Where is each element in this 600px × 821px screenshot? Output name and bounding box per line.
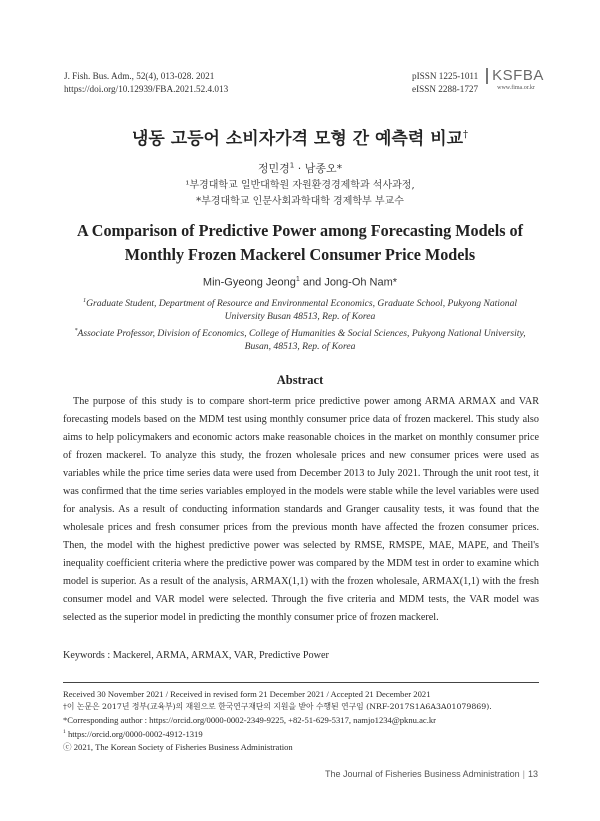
author-conjunction: and [299, 276, 325, 289]
affiliation-en-1-text: Graduate Student, Department of Resource and Environmental Economics, Graduate School, Pukyong National University Busan 48513, Rep. of Korea [86, 298, 518, 323]
ksfba-logo [486, 68, 546, 91]
footnotes [63, 688, 543, 754]
korean-title-text: 냉동 고등어 소비자가격 모형 간 예측력 비교 [131, 129, 464, 149]
page-footer [325, 769, 538, 779]
affiliation-en-2-mark: * [74, 326, 78, 334]
affiliation-en-1-mark: 1 [82, 297, 87, 304]
issn-block [412, 70, 478, 96]
affiliation-ko-1: ¹부경대학교 일반대학원 자원환경경제학과 석사과정, [185, 180, 415, 191]
affiliation-ko-2: *부경대학교 인문사회과학대학 경제학부 부교수 [196, 196, 404, 207]
eissn: eISSN 2288-1727 [412, 84, 479, 94]
abstract-body: The purpose of this study is to compare short-term price predictive power among ARMA ARMAX and VAR forecasting models based on the MDM test using monthly consumer price data of frozen mackerel. This study also aims to help policymakers and economic actors make reasonable choices in the market on monthly consumer price of frozen mackerel. To analyze this study, the frozen wholesale prices and new consumer prices were used as variables while the price time series data were used from December 2013 to July 2021. Through the unit root test, it was confirmed that the time series variables employed in the models were stable while the level variables were used for analysis. As a result of conducting information standards and Granger causality tests, it was found that the wholesale prices and fresh consumer prices from the previous month have affected the frozen consumer prices. Then, the model with the highest predictive power was selected by RMSE, RMSPE, MAE, MAPE, and Theil's inequality coefficient criteria where the predictive power was compared by the MDM test in order to examine which model is superior. As a result of the analysis, ARMAX(1,1) with the frozen wholesale, ARMAX(1,1) with the fresh consumer model and VAR model were selected. Through the five criteria and MDM tests, the VAR model was selected as the superior model in predicting the monthly consumer price of frozen mackerel. [63, 396, 539, 623]
author2-en: Jong-Oh Nam* [324, 276, 398, 289]
affiliation-en-1 [70, 294, 530, 324]
author1-ko: 정민경 [257, 162, 290, 175]
footer-journal: The Journal of Fisheries Business Administration [325, 769, 520, 779]
funding-note: †이 논문은 2017년 정부(교육부)의 재원으로 한국연구재단의 지원을 받아 수행된 연구임 (NRF-2017S1A6A3A01079869). [63, 701, 492, 711]
author1-ko-mark: 1 [289, 160, 295, 170]
affiliation-en-2 [70, 324, 530, 354]
korean-authors [0, 160, 600, 176]
english-affiliations [70, 294, 530, 354]
orcid-mark: 1 [63, 729, 66, 736]
abstract-heading: Abstract [276, 373, 324, 387]
journal-citation: J. Fish. Bus. Adm., 52(4), 013-028. 2021 [64, 71, 215, 81]
copyright: ⓒ 2021, The Korean Society of Fisheries Business Administration [63, 742, 293, 753]
author2-ko: 남종오* [304, 162, 343, 175]
footnote-divider [63, 682, 539, 683]
corresponding-author: *Corresponding author : https://orcid.org/0000-0002-2349-9225, +82-51-629-5317, namjo1234@pknu.ac.kr [63, 714, 437, 725]
author1-en: Min-Gyeong Jeong [202, 276, 296, 289]
received-dates: Received 30 November 2021 / Received in revised form 21 December 2021 / Accepted 21 December 2021 [63, 689, 431, 699]
journal-header [64, 70, 228, 96]
english-title: A Comparison of Predictive Power among Forecasting Models of Monthly Frozen Mackerel Consumer Price Models [76, 221, 524, 264]
keywords: Keywords : Mackerel, ARMA, ARMAX, VAR, Predictive Power [63, 650, 329, 661]
title-footnote-mark: † [463, 129, 469, 141]
english-authors [0, 275, 600, 289]
orcid-note [63, 726, 543, 741]
author1-en-mark: 1 [295, 275, 300, 283]
footer-separator: | [522, 769, 525, 779]
korean-affiliations [0, 178, 600, 210]
orcid-link[interactable]: https://orcid.org/0000-0002-4912-1319 [65, 729, 203, 740]
korean-title [0, 124, 600, 149]
logo-url: www.fima.or.kr [497, 85, 535, 91]
logo-text: KSFBA [486, 68, 546, 84]
doi-link[interactable]: https://doi.org/10.12939/FBA.2021.52.4.013 [64, 84, 229, 94]
author-separator: · [294, 162, 305, 175]
affiliation-en-2-text: Associate Professor, Division of Economics, College of Humanities & Social Sciences, Pukyong National University, Busan, 48513, Rep. of Korea [77, 327, 526, 353]
pissn: pISSN 1225-1011 [412, 71, 479, 81]
page-number: 13 [527, 769, 538, 779]
